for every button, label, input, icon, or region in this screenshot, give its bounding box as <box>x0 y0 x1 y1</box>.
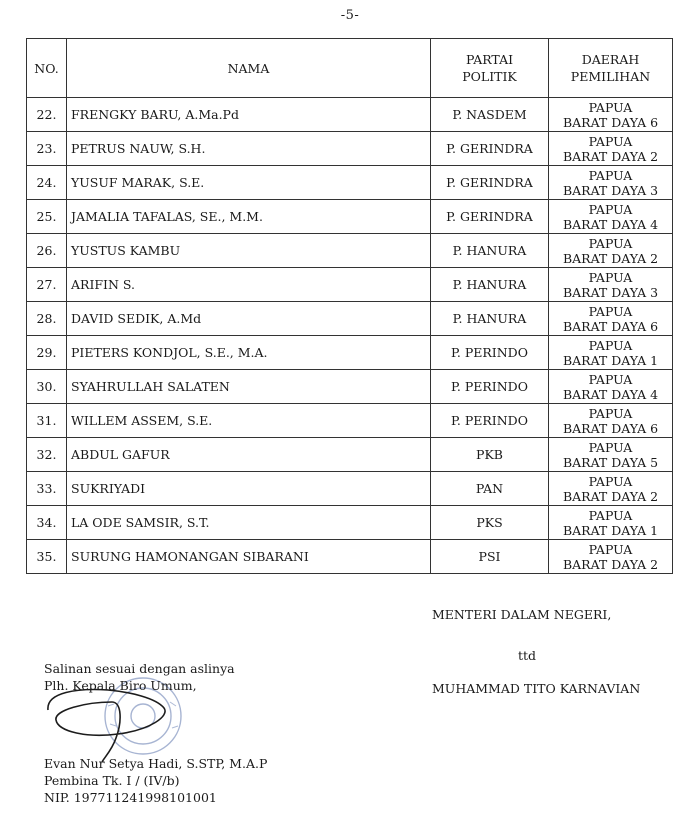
row-number: 29. <box>27 336 67 370</box>
row-party: P. PERINDO <box>431 404 549 438</box>
row-region-line1: PAPUA <box>588 371 633 387</box>
row-number: 32. <box>27 438 67 472</box>
table-row <box>27 370 673 404</box>
header-daerah-line2: PEMILIHAN <box>570 69 651 84</box>
row-party: PAN <box>431 472 549 506</box>
members-table <box>26 38 673 574</box>
row-number: 24. <box>27 166 67 200</box>
row-number: 23. <box>27 132 67 166</box>
row-region-line2: BARAT DAYA 4 <box>562 216 659 232</box>
row-region-line2: BARAT DAYA 6 <box>562 420 659 436</box>
row-region <box>549 268 673 302</box>
official-block <box>44 755 267 806</box>
row-region-line1: PAPUA <box>588 99 633 115</box>
row-name: SYAHRULLAH SALATEN <box>67 370 431 404</box>
row-party: P. HANURA <box>431 268 549 302</box>
row-region-line1: PAPUA <box>588 201 633 217</box>
row-party: P. NASDEM <box>431 98 549 132</box>
row-region-line2: BARAT DAYA 5 <box>562 454 659 470</box>
row-number: 25. <box>27 200 67 234</box>
table-row <box>27 438 673 472</box>
row-region-line2: BARAT DAYA 2 <box>562 488 659 504</box>
table-row <box>27 540 673 574</box>
row-party: P. PERINDO <box>431 370 549 404</box>
row-number: 34. <box>27 506 67 540</box>
header-daerah <box>549 39 673 98</box>
table-row <box>27 336 673 370</box>
row-region-line1: PAPUA <box>588 507 633 523</box>
row-name: PIETERS KONDJOL, S.E., M.A. <box>67 336 431 370</box>
row-region <box>549 438 673 472</box>
row-region-line1: PAPUA <box>588 337 633 353</box>
table-header-row <box>27 39 673 98</box>
row-region <box>549 472 673 506</box>
row-region-line1: PAPUA <box>588 133 633 149</box>
minister-title: MENTERI DALAM NEGERI, <box>432 607 612 622</box>
row-name: ARIFIN S. <box>67 268 431 302</box>
row-region-line1: PAPUA <box>588 541 633 557</box>
row-name: DAVID SEDIK, A.Md <box>67 302 431 336</box>
row-region-line2: BARAT DAYA 6 <box>562 318 659 334</box>
row-name: JAMALIA TAFALAS, SE., M.M. <box>67 200 431 234</box>
row-number: 26. <box>27 234 67 268</box>
row-name: SURUNG HAMONANGAN SIBARANI <box>67 540 431 574</box>
copy-note <box>44 660 235 694</box>
row-name: YUSTUS KAMBU <box>67 234 431 268</box>
row-party: P. GERINDRA <box>431 166 549 200</box>
row-region-line2: BARAT DAYA 4 <box>562 386 659 402</box>
copy-note-line1: Salinan sesuai dengan aslinya <box>44 661 235 676</box>
row-region-line1: PAPUA <box>588 235 633 251</box>
row-region-line2: BARAT DAYA 2 <box>562 148 659 164</box>
row-number: 27. <box>27 268 67 302</box>
page-number: -5- <box>340 8 360 23</box>
row-number: 28. <box>27 302 67 336</box>
row-number: 30. <box>27 370 67 404</box>
row-name: PETRUS NAUW, S.H. <box>67 132 431 166</box>
row-region <box>549 540 673 574</box>
row-number: 33. <box>27 472 67 506</box>
header-partai <box>431 39 549 98</box>
table-row <box>27 234 673 268</box>
row-number: 31. <box>27 404 67 438</box>
row-region <box>549 506 673 540</box>
row-region-line2: BARAT DAYA 2 <box>562 250 659 266</box>
row-region-line2: BARAT DAYA 3 <box>562 284 659 300</box>
row-region <box>549 98 673 132</box>
row-region-line2: BARAT DAYA 6 <box>562 114 659 130</box>
table-row <box>27 200 673 234</box>
table-row <box>27 166 673 200</box>
row-region-line1: PAPUA <box>588 439 633 455</box>
row-party: PKB <box>431 438 549 472</box>
header-partai-line1: PARTAI <box>465 52 514 67</box>
row-region-line2: BARAT DAYA 1 <box>562 352 659 368</box>
row-region <box>549 370 673 404</box>
official-name: Evan Nur Setya Hadi, S.STP, M.A.P <box>44 756 268 771</box>
row-region <box>549 166 673 200</box>
row-name: FRENGKY BARU, A.Ma.Pd <box>67 98 431 132</box>
row-party: P. GERINDRA <box>431 132 549 166</box>
table-row <box>27 132 673 166</box>
row-region-line2: BARAT DAYA 3 <box>562 182 659 198</box>
table-row <box>27 404 673 438</box>
row-region-line1: PAPUA <box>588 269 633 285</box>
table-row <box>27 472 673 506</box>
row-party: P. HANURA <box>431 234 549 268</box>
row-region <box>549 200 673 234</box>
row-region-line1: PAPUA <box>588 473 633 489</box>
row-party: P. GERINDRA <box>431 200 549 234</box>
row-region-line1: PAPUA <box>588 167 633 183</box>
table-row <box>27 268 673 302</box>
table-row <box>27 506 673 540</box>
official-rank: Pembina Tk. I / (IV/b) <box>44 773 180 788</box>
copy-note-line2: Plh. Kepala Biro Umum, <box>44 678 197 693</box>
row-name: ABDUL GAFUR <box>67 438 431 472</box>
row-region <box>549 234 673 268</box>
row-name: WILLEM ASSEM, S.E. <box>67 404 431 438</box>
row-name: SUKRIYADI <box>67 472 431 506</box>
row-party: PKS <box>431 506 549 540</box>
row-party: P. HANURA <box>431 302 549 336</box>
ttd-label: ttd <box>518 648 537 663</box>
row-region <box>549 302 673 336</box>
row-party: PSI <box>431 540 549 574</box>
official-nip: NIP. 197711241998101001 <box>44 790 217 805</box>
table-row <box>27 302 673 336</box>
row-name: LA ODE SAMSIR, S.T. <box>67 506 431 540</box>
header-partai-line2: POLITIK <box>462 69 517 84</box>
minister-name: MUHAMMAD TITO KARNAVIAN <box>432 681 641 696</box>
row-number: 35. <box>27 540 67 574</box>
table-row <box>27 98 673 132</box>
header-no: NO. <box>27 39 67 98</box>
row-name: YUSUF MARAK, S.E. <box>67 166 431 200</box>
row-region <box>549 132 673 166</box>
row-region-line1: PAPUA <box>588 405 633 421</box>
row-region-line2: BARAT DAYA 2 <box>562 556 659 572</box>
row-region <box>549 404 673 438</box>
row-region-line2: BARAT DAYA 1 <box>562 522 659 538</box>
row-region-line1: PAPUA <box>588 303 633 319</box>
header-nama: NAMA <box>67 39 431 98</box>
row-party: P. PERINDO <box>431 336 549 370</box>
row-region <box>549 336 673 370</box>
row-number: 22. <box>27 98 67 132</box>
header-daerah-line1: DAERAH <box>581 52 640 67</box>
